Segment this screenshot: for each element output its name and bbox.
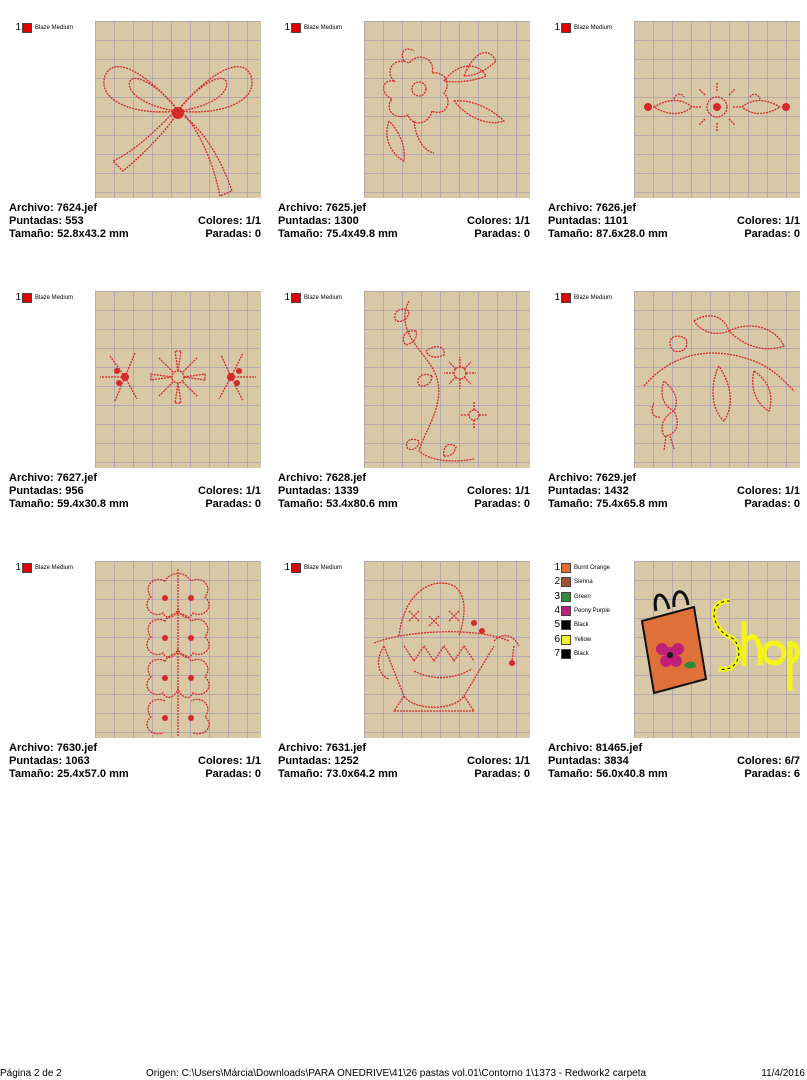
thread-number: 4 [554, 605, 560, 617]
design-thumbnail [364, 291, 530, 468]
thread-color-row [553, 632, 633, 646]
thread-swatch [22, 293, 32, 303]
thread-swatch [561, 649, 571, 659]
thread-color-row [14, 21, 94, 35]
thread-swatch [561, 577, 571, 587]
basket-embroidery [364, 561, 530, 738]
design-info: Archivo: 7627.jef Puntadas: 956 Colores: 1/1 Tamaño: 59.4x30.8 mm Paradas: 0 [9, 472, 261, 510]
design-thumbnail [634, 291, 800, 468]
design-info: Archivo: 7624.jef Puntadas: 553 Colores: 1/1 Tamaño: 52.8x43.2 mm Paradas: 0 [9, 202, 261, 240]
design-thumbnail [364, 21, 530, 198]
thread-legend [283, 21, 363, 35]
thread-swatch [22, 23, 32, 33]
design-info: Archivo: 7631.jef Puntadas: 1252 Colores: 1/1 Tamaño: 73.0x64.2 mm Paradas: 0 [278, 742, 530, 780]
thread-color-row [553, 575, 633, 589]
thread-number: 1 [554, 562, 560, 574]
bow-embroidery [95, 21, 261, 198]
design-cell [548, 559, 798, 804]
thread-name: Green [574, 593, 591, 600]
thread-legend [553, 291, 633, 305]
print-date: 11/4/2016 [761, 1068, 805, 1079]
thread-swatch [561, 293, 571, 303]
daisy-row-embroidery [95, 291, 261, 468]
thread-swatch [561, 563, 571, 573]
thread-name: Blaze Medium [35, 25, 74, 32]
origin-path: Origen: C:\Users\Márcia\Downloads\PARA ONEDRIVE\41\26 pastas vol.01\Contorno 1\1373 - Redwork2 carpeta [146, 1068, 647, 1079]
thread-swatch [561, 23, 571, 33]
thread-legend [283, 291, 363, 305]
thread-color-row [553, 291, 633, 305]
thread-swatch [561, 606, 571, 616]
design-info: Archivo: 7628.jef Puntadas: 1339 Colores: 1/1 Tamaño: 53.4x80.6 mm Paradas: 0 [278, 472, 530, 510]
thread-name: Sienna [574, 579, 593, 586]
thread-name: Blaze Medium [35, 565, 74, 572]
thread-legend [553, 561, 633, 661]
thread-number: 3 [554, 590, 560, 602]
design-thumbnail [634, 21, 800, 198]
floral-border-embroidery [634, 21, 800, 198]
thread-number: 2 [554, 576, 560, 588]
design-thumbnail [95, 561, 261, 738]
thread-number: 5 [554, 619, 560, 631]
thread-swatch [291, 563, 301, 573]
thread-number: 1 [284, 562, 290, 574]
thread-name: Blaze Medium [574, 295, 613, 302]
thread-color-row [553, 647, 633, 661]
thread-legend [283, 561, 363, 575]
design-cell [278, 289, 528, 534]
design-cell [278, 559, 528, 804]
design-info: Archivo: 7629.jef Puntadas: 1432 Colores: 1/1 Tamaño: 75.4x65.8 mm Paradas: 0 [548, 472, 800, 510]
design-thumbnail [95, 291, 261, 468]
thread-name: Peony Purple [574, 608, 611, 615]
thread-name: Blaze Medium [574, 25, 613, 32]
design-info: Archivo: 81465.jef Puntadas: 3834 Colores: 6/7 Tamaño: 56.0x40.8 mm Paradas: 6 [548, 742, 800, 780]
thread-swatch [291, 23, 301, 33]
thread-swatch [561, 592, 571, 602]
thread-name: Burnt Orange [574, 565, 611, 572]
thread-name: Blaze Medium [35, 295, 74, 302]
design-cell [9, 289, 259, 534]
thread-number: 7 [554, 647, 560, 659]
page-number: Página 2 de 2 [0, 1068, 62, 1079]
thread-swatch [561, 635, 571, 645]
thread-number: 6 [554, 633, 560, 645]
thread-legend [14, 561, 94, 575]
thread-color-row [283, 21, 363, 35]
page-footer [0, 1067, 807, 1080]
shop-bag-embroidery [634, 561, 800, 738]
thread-number: 1 [284, 22, 290, 34]
floral-column-embroidery [95, 561, 261, 738]
vine-embroidery [364, 291, 530, 468]
thread-name: Blaze Medium [304, 25, 343, 32]
thread-name: Blaze Medium [304, 295, 343, 302]
design-cell [548, 289, 798, 534]
thread-color-row [553, 590, 633, 604]
thread-name: Yellow [574, 636, 592, 643]
thread-color-row [14, 291, 94, 305]
design-cell [9, 19, 259, 264]
thread-number: 1 [554, 292, 560, 304]
thread-color-row [553, 561, 633, 575]
thread-number: 1 [284, 292, 290, 304]
design-thumbnail [364, 561, 530, 738]
thread-legend [553, 21, 633, 35]
design-info: Archivo: 7630.jef Puntadas: 1063 Colores: 1/1 Tamaño: 25.4x57.0 mm Paradas: 0 [9, 742, 261, 780]
design-cell [9, 559, 259, 804]
flower-spray-embroidery [364, 21, 530, 198]
thread-number: 1 [15, 562, 21, 574]
thread-swatch [22, 563, 32, 573]
thread-name: Black [574, 650, 589, 657]
thread-legend [14, 21, 94, 35]
fuchsia-embroidery [634, 291, 800, 468]
thread-name: Blaze Medium [304, 565, 343, 572]
thread-color-row [553, 21, 633, 35]
thread-color-row [283, 561, 363, 575]
design-info: Archivo: 7625.jef Puntadas: 1300 Colores: 1/1 Tamaño: 75.4x49.8 mm Paradas: 0 [278, 202, 530, 240]
thread-number: 1 [15, 22, 21, 34]
thread-number: 1 [15, 292, 21, 304]
design-info: Archivo: 7626.jef Puntadas: 1101 Colores: 1/1 Tamaño: 87.6x28.0 mm Paradas: 0 [548, 202, 800, 240]
design-cell [548, 19, 798, 264]
thread-swatch [291, 293, 301, 303]
design-thumbnail [634, 561, 800, 738]
design-thumbnail [95, 21, 261, 198]
thread-legend [14, 291, 94, 305]
thread-color-row [553, 618, 633, 632]
thread-color-row [283, 291, 363, 305]
thread-number: 1 [554, 22, 560, 34]
thread-name: Black [574, 622, 589, 629]
thread-color-row [553, 604, 633, 618]
thread-swatch [561, 620, 571, 630]
design-cell [278, 19, 528, 264]
thread-color-row [14, 561, 94, 575]
